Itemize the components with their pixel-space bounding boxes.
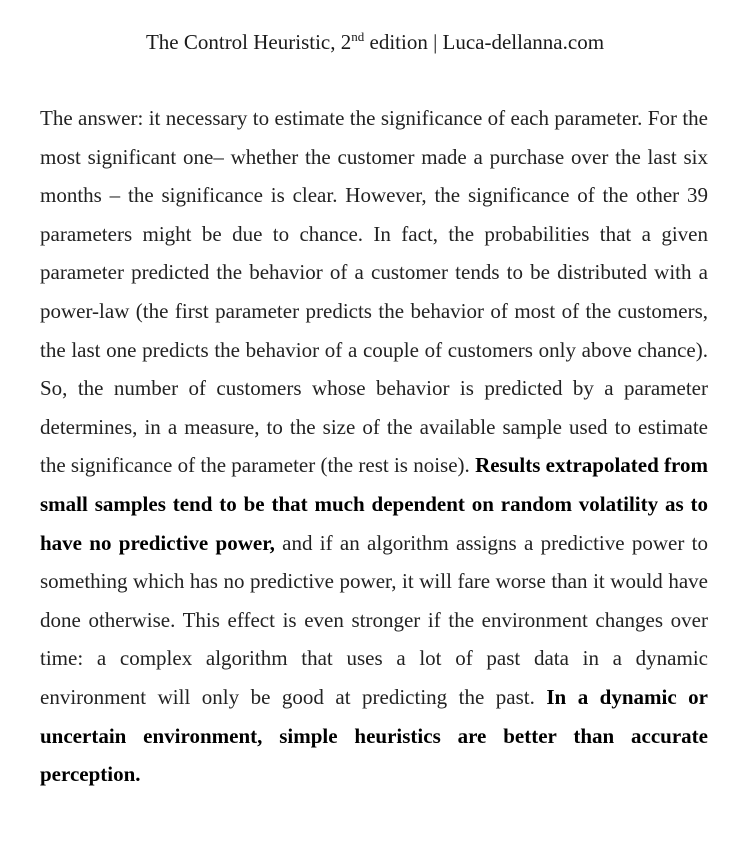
header-title-prefix: The Control Heuristic, 2 — [145, 30, 352, 54]
header-title-suffix: edition | Luca-dellanna.com — [364, 30, 605, 54]
bold-statement-1: Results extrapolated from small samples tend to be that much dependent on random volatility as to have no predictive power, — [40, 453, 708, 555]
page-header — [0, 27, 750, 57]
bold-statement-2: In a dynamic or uncertain environment, simple heuristics are better than accurate perception. — [40, 684, 708, 787]
paragraph-text-2: and if an algorithm assigns a predictive power to something which has no predictive power, it will fare worse than it would have done otherwise. This effect is even stronger if the environment changes over time: a complex algorithm that uses a lot of past data in a dynamic environment will only be good at predicting the past. — [40, 530, 708, 709]
paragraph-text-1: The answer: it necessary to estimate the significance of each parameter. For the most significant one– whether the customer made a purchase over the last six months – the significance is clear. However, the significance of the other 39 parameters might be due to chance. In fact, the probabilities that a given parameter predicted the behavior of a customer tends to be distributed with a power-law (the first parameter predicts the behavior of most of the customers, the last one predicts the behavior of a couple of customers only above chance). So, the number of customers whose behavior is predicted by a parameter determines, in a measure, to the size of the available sample used to estimate the significance of the parameter (the rest is noise). — [40, 106, 708, 478]
header-edition-superscript: nd — [351, 29, 365, 44]
body-paragraph — [40, 99, 708, 794]
